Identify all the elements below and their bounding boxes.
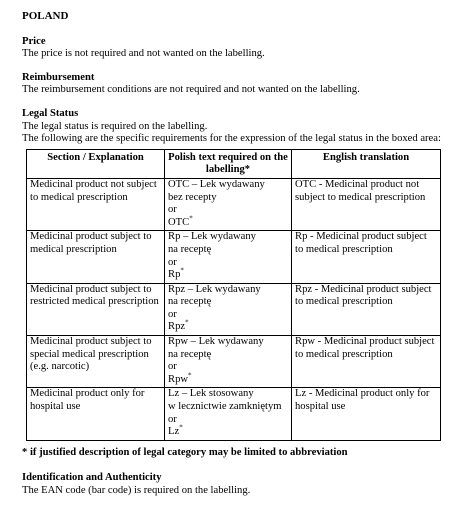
country-title: POLAND — [22, 10, 69, 22]
cell-english: Rpz - Medicinal product subject to medical prescription — [292, 283, 441, 335]
polish-text-line: or — [168, 256, 177, 268]
table-row — [27, 231, 441, 283]
footnote-marker: * — [188, 371, 192, 380]
cell-polish — [165, 388, 292, 440]
cell-english: OTC - Medicinal product not subject to medical prescription — [292, 178, 441, 230]
cell-polish — [165, 178, 292, 230]
cell-section: Medicinal product not subject to medical prescription — [27, 178, 165, 230]
reimbursement-section — [22, 72, 442, 97]
polish-text-line: Rpz* — [168, 318, 189, 333]
header-polish: Polish text required on the labelling* — [165, 149, 292, 178]
cell-polish — [165, 336, 292, 388]
price-section — [22, 36, 442, 61]
identification-heading: Identification and Authenticity — [22, 472, 162, 484]
legal-status-section — [22, 108, 442, 441]
polish-text-line: OTC* — [168, 214, 193, 228]
polish-text-line: na receptę — [168, 348, 212, 360]
cell-english: Rp - Medicinal product subject to medical prescription — [292, 231, 441, 283]
polish-text-line: or — [168, 204, 177, 216]
polish-text-line: or — [168, 413, 177, 425]
document-page — [22, 10, 442, 509]
polish-text-line: Rpw* — [168, 371, 192, 385]
polish-text-line: Rp – Lek wydawany — [168, 231, 256, 243]
identification-text: The EAN code (bar code) is required on the labelling. — [22, 485, 251, 496]
reimbursement-text: The reimbursement conditions are not required and not wanted on the labelling. — [22, 84, 360, 96]
header-section: Section / Explanation — [27, 149, 165, 178]
polish-text-line: Rpw – Lek wydawany — [168, 336, 264, 348]
footnote-marker: * — [179, 423, 183, 432]
polish-text-line: Lz – Lek stosowany — [168, 388, 254, 400]
reimbursement-heading: Reimbursement — [22, 71, 95, 83]
polish-text-line: bez recepty — [168, 191, 217, 203]
polish-text-line: na receptę — [168, 243, 212, 255]
cell-section: Medicinal product subject to special medical prescription (e.g. narcotic) — [27, 336, 165, 388]
legal-status-text: The legal status is required on the labelling. — [22, 120, 208, 132]
cell-english: Lz - Medicinal product only for hospital use — [292, 388, 441, 440]
polish-text-line: Rpz – Lek wydawany — [168, 283, 261, 295]
footnote-marker: * — [180, 266, 184, 275]
cell-polish — [165, 283, 292, 335]
cell-section: Medicinal product subject to restricted medical prescription — [27, 283, 165, 335]
legal-status-intro: The following are the specific requirements for the expression of the legal status in the boxed area: — [22, 133, 441, 145]
table-row — [27, 336, 441, 388]
cell-english: Rpw - Medicinal product subject to medical prescription — [292, 336, 441, 388]
polish-text-line: na receptę — [168, 296, 212, 308]
cell-section: Medicinal product subject to medical prescription — [27, 231, 165, 283]
legal-table-body — [27, 178, 441, 440]
polish-text-line: or — [168, 361, 177, 373]
cell-section: Medicinal product only for hospital use — [27, 388, 165, 440]
identification-section — [22, 472, 442, 497]
polish-text-line: OTC – Lek wydawany — [168, 178, 265, 190]
footnote-marker: * — [189, 214, 193, 223]
cell-polish — [165, 231, 292, 283]
legal-status-table — [26, 149, 441, 441]
table-row — [27, 178, 441, 230]
polish-text-line: Rp* — [168, 266, 184, 281]
price-heading: Price — [22, 35, 46, 47]
footnote-marker: * — [185, 318, 189, 327]
polish-text-line: or — [168, 308, 177, 320]
table-header-row — [27, 149, 441, 178]
table-footnote: * if justified description of legal category may be limited to abbreviation — [22, 446, 348, 458]
table-row — [27, 283, 441, 335]
polish-text-line: Lz* — [168, 423, 183, 438]
header-english: English translation — [292, 149, 441, 178]
polish-text-line: w lecznictwie zamkniętym — [168, 401, 282, 413]
table-row — [27, 388, 441, 440]
legal-status-heading: Legal Status — [22, 107, 79, 119]
price-text: The price is not required and not wanted on the labelling. — [22, 48, 265, 60]
